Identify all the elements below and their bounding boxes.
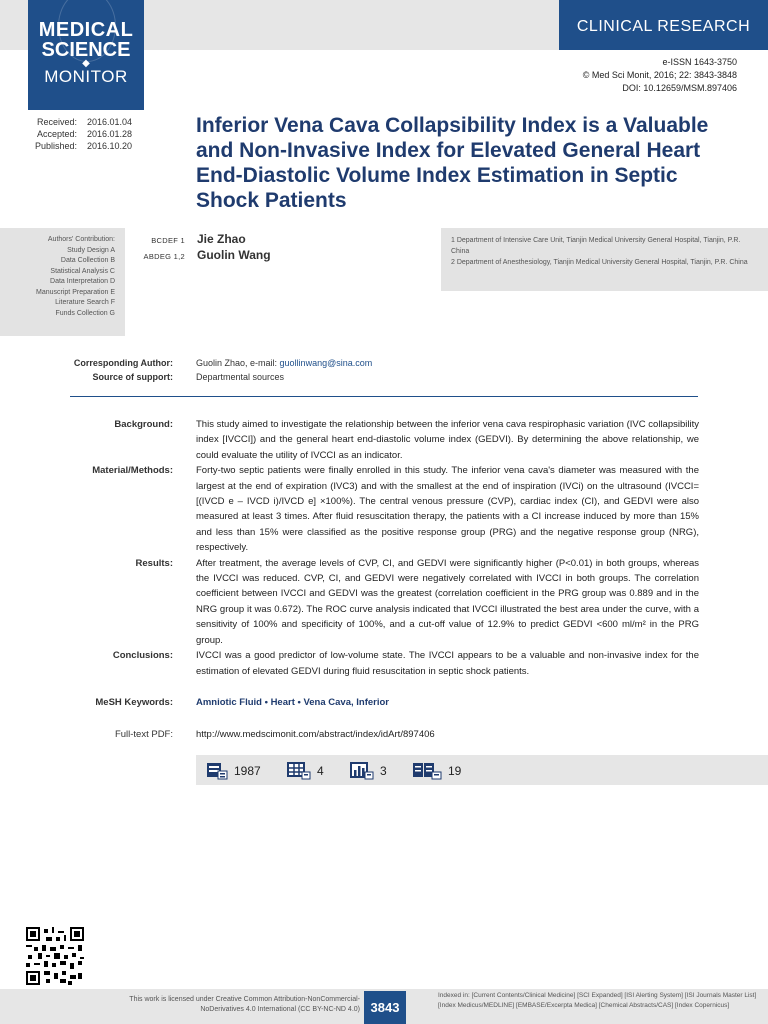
license-text: This work is licensed under Creative Common Attribution-NonCommercial-NoDerivatives 4.0 International (CC BY-NC-ND 4.0) bbox=[129, 996, 360, 1013]
stat-value: 3 bbox=[380, 764, 387, 778]
logo-line-1: MEDICAL bbox=[38, 19, 134, 41]
contrib-item: Data Interpretation D bbox=[50, 278, 115, 285]
author-row: BCDEF 1 Jie Zhao bbox=[151, 232, 246, 246]
stat-tables bbox=[287, 762, 324, 780]
contrib-item: Funds Collection G bbox=[55, 309, 115, 317]
logo-line-2: SCIENCE bbox=[41, 39, 131, 61]
author-contribution-legend bbox=[0, 228, 125, 336]
abstract bbox=[0, 417, 768, 679]
stat-value: 1987 bbox=[234, 764, 261, 778]
contrib-heading: Authors' Contribution: bbox=[47, 236, 115, 243]
abstract-section bbox=[0, 463, 768, 555]
contrib-item: Literature Search F bbox=[55, 299, 115, 306]
contrib-item: Study Design A bbox=[67, 246, 115, 254]
date-accepted: Accepted: 2016.01.28 bbox=[36, 129, 133, 139]
author-row: ABDEG 1,2 Guolin Wang bbox=[143, 248, 271, 262]
section-label: Conclusions: bbox=[112, 650, 173, 662]
page-number: 3843 bbox=[364, 991, 406, 1024]
support-value: Departmental sources bbox=[196, 372, 285, 382]
author-list bbox=[135, 232, 271, 264]
date-published: Published: 2016.10.20 bbox=[34, 141, 133, 151]
divider bbox=[70, 396, 698, 397]
qr-code-icon bbox=[26, 927, 84, 985]
contrib-item: Data Collection B bbox=[60, 257, 115, 264]
corr-text: Guolin Zhao, e-mail: bbox=[196, 358, 280, 368]
stat-figures bbox=[350, 762, 387, 780]
support-label: Source of support: bbox=[92, 372, 173, 382]
mesh-keywords: MeSH Keywords: Amniotic Fluid • Heart • Vena Cava, Inferior bbox=[95, 697, 390, 708]
figure-count-icon bbox=[350, 762, 374, 780]
doi: DOI: 10.12659/MSM.897406 bbox=[622, 83, 737, 93]
section-label: Material/Methods: bbox=[92, 465, 173, 477]
abstract-section bbox=[0, 556, 768, 648]
logo-line-3: MONITOR bbox=[44, 67, 128, 86]
indexing-list: Indexed in: [Current Contents/Clinical Medicine] [SCI Expanded] [ISI Alerting System] [ISI Journals Master List] [Index Medicus/MEDLINE] [EMBASE/Excerpta Medica] [Chemical Abstracts/CAS] [Index Copernicus] bbox=[438, 992, 757, 1009]
full-text-pdf: Full-text PDF: http://www.medscimonit.com/abstract/index/idArt/897406 bbox=[114, 729, 435, 740]
section-label: Results: bbox=[135, 557, 173, 569]
journal-logo: MEDICAL SCIENCE ◆ MONITOR bbox=[28, 0, 144, 110]
section-text: After treatment, the average levels of CVP, CI, and GEDVI were significantly higher (P<0.01) in both groups, whereas the IVCCI was reduced. CVP, CI, and GEDVI were negatively correlated with IVCCI in both groups. The correlation coefficient between IVCCI and GEDVI was the greatest (correlation coefficient in the PRG group was 0.889 and in the NRG group it was 0.672). The ROC curve analysis indicated that IVCCI illustrated the best area under the curve, with a sensitivity of 100% and specificity of 100%, and a cut-off value of 12.9% to predict GEDVI <600 ml/m² in the PRG group. bbox=[196, 557, 699, 646]
section-text: Forty-two septic patients were finally enrolled in this study. The inferior vena cava's diameter was measured with the largest at the end of expiration (IVC3) and with the smallest at the end of inspiration (IVCi) on the ultrasound (IVCCI=[(IVCD e – IVCD i)/IVCD e] ×100%). The central venous pressure (CVP), cardiac index (CI), and GEDVI were also measured at least 3 times. After fluid resuscitation therapy, the patients with a CI increase induced by more than 15% and less than 15% were classified as the positive response group (PRG) and the negative response group (NRG), respectively. bbox=[196, 465, 699, 554]
pdf-link[interactable]: http://www.medscimonit.com/abstract/index/idArt/897406 bbox=[196, 729, 435, 740]
stat-words bbox=[206, 762, 261, 780]
article-stats-bar bbox=[196, 755, 768, 785]
abstract-section bbox=[0, 648, 768, 679]
citation: © Med Sci Monit, 2016; 22: 3843-3848 bbox=[582, 70, 737, 80]
affiliation-1: 1 Department of Intensive Care Unit, Tianjin Medical University General Hospital, Tianjin, P.R. China bbox=[451, 237, 741, 255]
section-text: IVCCI was a good predictor of low-volume state. The IVCCI appears to be a valuable and non-invasive index for the estimation of elevated GEDVI during fluid resuscitation in septic shock patients. bbox=[196, 650, 699, 677]
reference-count-icon bbox=[412, 762, 442, 780]
mesh-keyword-list[interactable]: Amniotic Fluid • Heart • Vena Cava, Inferior bbox=[196, 697, 390, 708]
affiliation-2: 2 Department of Anesthesiology, Tianjin Medical University General Hospital, Tianjin, P.R. China bbox=[451, 259, 748, 266]
section-badge: CLINICAL RESEARCH bbox=[559, 0, 768, 50]
author-name: Jie Zhao bbox=[197, 232, 246, 246]
abstract-section bbox=[0, 417, 768, 463]
corr-email-link[interactable]: guollinwang@sina.com bbox=[279, 358, 373, 368]
correspondence bbox=[0, 356, 768, 384]
stat-references bbox=[412, 762, 461, 780]
contrib-item: Manuscript Preparation E bbox=[36, 288, 115, 296]
author-name: Guolin Wang bbox=[197, 248, 271, 262]
stat-value: 19 bbox=[448, 764, 462, 778]
article-title: Inferior Vena Cava Collapsibility Index is a Valuable and Non-Invasive Index for Elevated General Heart End-Diastolic Volume Index Estimation in Septic Shock Patients bbox=[196, 114, 709, 212]
corr-label: Corresponding Author: bbox=[73, 358, 173, 368]
stat-value: 4 bbox=[317, 764, 324, 778]
word-count-icon bbox=[206, 762, 228, 780]
section-text: This study aimed to investigate the relationship between the inferior vena cava respirophasic variation (IVC collapsibility index [IVCCI]) and the general heart end-diastolic volume index (GEDVI). By determining the above relationship, we could evaluate the utility of IVCCI as an indicator. bbox=[196, 419, 699, 461]
table-count-icon bbox=[287, 762, 311, 780]
section-label: Background: bbox=[114, 419, 173, 430]
eissn: e-ISSN 1643-3750 bbox=[662, 57, 737, 67]
contrib-item: Statistical Analysis C bbox=[50, 267, 115, 275]
affiliations bbox=[441, 228, 768, 291]
date-received: Received: 2016.01.04 bbox=[36, 117, 133, 127]
citation-meta bbox=[583, 56, 737, 95]
article-dates bbox=[0, 116, 135, 152]
